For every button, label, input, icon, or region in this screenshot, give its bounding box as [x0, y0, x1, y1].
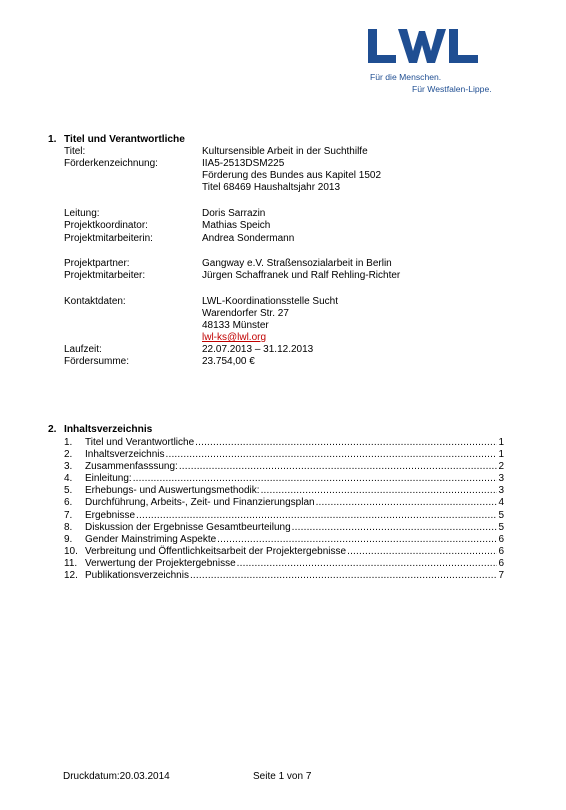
toc-entry[interactable] — [64, 522, 504, 534]
toc-entry-page: 3 — [498, 485, 504, 497]
toc-entry-number: 10. — [64, 545, 78, 557]
toc-entry[interactable] — [64, 546, 504, 558]
section-2-number: 2. — [48, 424, 57, 435]
footer-print-date: Druckdatum:20.03.2014 — [63, 771, 170, 782]
section-2-heading — [48, 424, 152, 437]
toc-leader-dots — [190, 570, 497, 583]
field-value-projektmitarbeiterin: Andrea Sondermann — [202, 233, 295, 244]
logo-tagline-1: Für die Menschen. — [370, 72, 442, 82]
toc-entry-number: 11. — [64, 557, 78, 569]
toc-entry[interactable] — [64, 558, 504, 570]
field-value-foerderkennzeichnung: IIA5-2513DSM225 — [202, 158, 285, 169]
toc-entry[interactable] — [64, 497, 504, 509]
toc-entry-page: 5 — [498, 509, 504, 521]
toc-leader-dots — [237, 558, 497, 571]
toc-entry[interactable] — [64, 449, 504, 461]
field-label-projektmitarbeiter: Projektmitarbeiter: — [64, 270, 146, 281]
field-label-projektkoordinator: Projektkoordinator: — [64, 220, 148, 231]
toc-entry[interactable] — [64, 510, 504, 522]
field-value-foerderung-line3: Titel 68469 Haushaltsjahr 2013 — [202, 182, 341, 193]
toc-entry-page: 7 — [498, 570, 504, 582]
toc-entry-page: 3 — [498, 473, 504, 485]
toc-entry[interactable] — [64, 570, 504, 582]
toc-entry-page: 6 — [498, 557, 504, 569]
toc-entry[interactable] — [64, 473, 504, 485]
toc-entry-number: 9. — [64, 533, 73, 545]
field-value-laufzeit: 22.07.2013 – 31.12.2013 — [202, 344, 314, 355]
toc-entry-title: Einleitung: — [85, 473, 132, 485]
toc-entry[interactable] — [64, 534, 504, 546]
contact-city: 48133 Münster — [202, 320, 269, 331]
toc-entry-page: 2 — [498, 461, 504, 473]
section-1-number: 1. — [48, 134, 57, 145]
toc-entry-title: Durchführung, Arbeits-, Zeit- und Finanzierungsplan — [85, 497, 315, 509]
toc-entry-number: 12. — [64, 570, 78, 582]
toc-entry-title: Inhaltsverzeichnis — [85, 449, 165, 461]
toc-leader-dots — [316, 497, 497, 510]
logo-tagline-2: Für Westfalen-Lippe. — [412, 84, 492, 94]
field-label-foerderkennzeichnung: Förderkenzeichnung: — [64, 158, 158, 169]
field-value-foerdersumme: 23.754,00 € — [202, 356, 255, 367]
field-label-foerdersumme: Fördersumme: — [64, 356, 130, 367]
toc-leader-dots — [261, 485, 497, 498]
toc-entry-number: 5. — [64, 485, 73, 497]
toc-entry-number: 2. — [64, 449, 73, 461]
toc-entry-title: Ergebnisse — [85, 509, 136, 521]
toc-entry-title: Publikationsverzeichnis — [85, 570, 189, 582]
field-label-projektmitarbeiterin: Projektmitarbeiterin: — [64, 233, 153, 244]
toc-leader-dots — [179, 461, 497, 474]
toc-entry-number: 1. — [64, 437, 73, 448]
field-label-kontaktdaten: Kontaktdaten: — [64, 296, 126, 307]
field-label-laufzeit: Laufzeit: — [64, 344, 102, 355]
field-value-projektmitarbeiter: Jürgen Schaffranek und Ralf Rehling-Richter — [202, 270, 401, 281]
section-1-heading — [48, 134, 185, 147]
contact-organization: LWL-Koordinationsstelle Sucht — [202, 296, 338, 307]
toc-entry-title: Erhebungs- und Auswertungsmethodik: — [85, 485, 260, 497]
toc-entry-page: 6 — [498, 545, 504, 557]
toc-entry-number: 4. — [64, 473, 73, 485]
toc-entry[interactable] — [64, 485, 504, 497]
toc-leader-dots — [165, 449, 497, 462]
toc-entry-number: 7. — [64, 509, 73, 521]
field-label-projektpartner: Projektpartner: — [64, 258, 130, 269]
table-of-contents — [64, 437, 504, 582]
toc-leader-dots — [217, 534, 497, 547]
toc-leader-dots — [292, 522, 497, 535]
toc-entry-title: Verbreitung und Öffentlichkeitsarbeit der Projektergebnisse — [85, 545, 347, 557]
section-2-title: Inhaltsverzeichnis — [64, 424, 153, 435]
lwl-logo-mark — [368, 29, 478, 63]
toc-entry-page: 4 — [498, 497, 504, 509]
toc-entry[interactable] — [64, 437, 504, 449]
field-label-leitung: Leitung: — [64, 208, 100, 219]
toc-entry-number: 6. — [64, 497, 73, 509]
toc-entry-number: 8. — [64, 521, 73, 533]
footer-page-info: Seite 1 von 7 — [253, 771, 312, 782]
field-value-foerderung-line2: Förderung des Bundes aus Kapitel 1502 — [202, 170, 382, 181]
toc-entry-title: Gender Mainstriming Aspekte — [85, 533, 217, 545]
toc-entry-title: Verwertung der Projektergebnisse — [85, 557, 236, 569]
toc-leader-dots — [195, 437, 497, 450]
field-label-titel: Titel: — [64, 146, 86, 157]
toc-entry-title: Diskussion der Ergebnisse Gesamtbeurteilung — [85, 521, 291, 533]
toc-entry-number: 3. — [64, 461, 73, 473]
toc-entry-page: 6 — [498, 533, 504, 545]
toc-entry-title: Titel und Verantwortliche — [85, 437, 195, 448]
toc-entry-page: 5 — [498, 521, 504, 533]
toc-leader-dots — [136, 510, 497, 523]
section-1-title: Titel und Verantwortliche — [64, 134, 185, 145]
field-value-leitung: Doris Sarrazin — [202, 208, 266, 219]
toc-leader-dots — [133, 473, 497, 486]
toc-entry-title: Zusammenfasssung: — [85, 461, 178, 473]
contact-street: Warendorfer Str. 27 — [202, 308, 289, 319]
field-value-projektpartner: Gangway e.V. Straßensozialarbeit in Berlin — [202, 258, 392, 269]
field-value-projektkoordinator: Mathias Speich — [202, 220, 271, 231]
toc-entry-page: 1 — [498, 449, 504, 461]
toc-entry[interactable] — [64, 461, 504, 473]
contact-email-link[interactable]: lwl-ks@lwl.org — [202, 332, 267, 343]
toc-entry-page: 1 — [498, 437, 504, 448]
toc-leader-dots — [347, 546, 497, 559]
field-value-titel: Kultursensible Arbeit in der Suchthilfe — [202, 146, 368, 157]
lwl-logo — [368, 29, 510, 94]
